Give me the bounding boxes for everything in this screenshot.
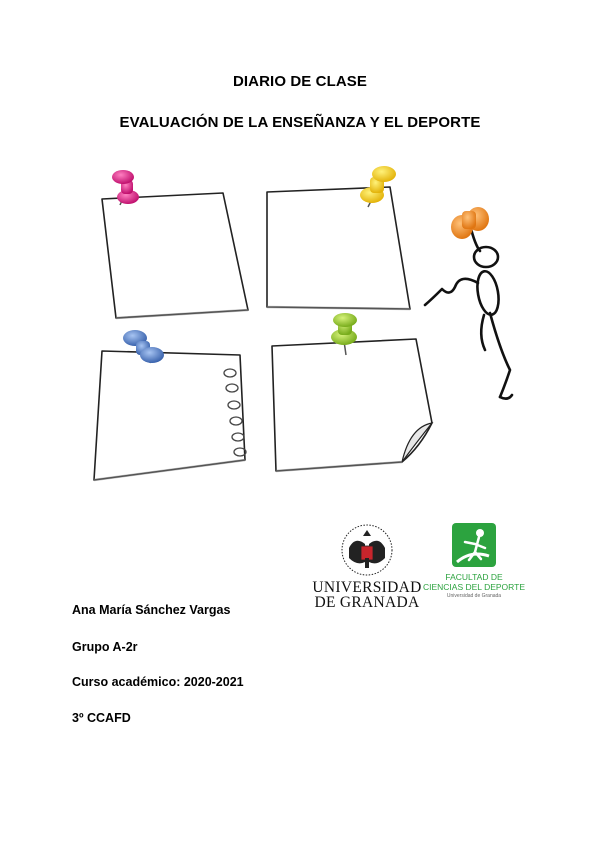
orange-pin-icon: [451, 207, 489, 239]
author-name: Ana María Sánchez Vargas: [72, 603, 231, 617]
sticky-note-4: [272, 339, 432, 471]
stick-figure-icon: [425, 225, 512, 399]
sticky-note-1: [102, 193, 248, 318]
degree-label: 3º CCAFD: [72, 711, 131, 725]
faculty-name-line1: FACULTAD DE: [445, 572, 503, 582]
sticky-notes-illustration: [80, 165, 530, 495]
academic-year: Curso académico: 2020-2021: [72, 675, 244, 689]
university-name-line1: UNIVERSIDAD: [312, 579, 422, 596]
sticky-note-2: [267, 187, 410, 309]
document-subtitle: EVALUACIÓN DE LA ENSEÑANZA Y EL DEPORTE: [119, 114, 481, 131]
university-logo: [312, 518, 422, 610]
faculty-name-line2: CIENCIAS DEL DEPORTE: [422, 582, 526, 592]
university-name-line2: DE GRANADA: [314, 594, 420, 611]
faculty-logo: [420, 522, 528, 599]
document-title: DIARIO DE CLASE: [232, 73, 367, 90]
athlete-icon: [451, 522, 497, 568]
group-label: Grupo A-2r: [72, 640, 138, 654]
faculty-name-line3: Universidad de Granada: [446, 593, 502, 599]
double-eagle-crest-icon: [339, 518, 395, 580]
sticky-note-3: [94, 351, 246, 480]
